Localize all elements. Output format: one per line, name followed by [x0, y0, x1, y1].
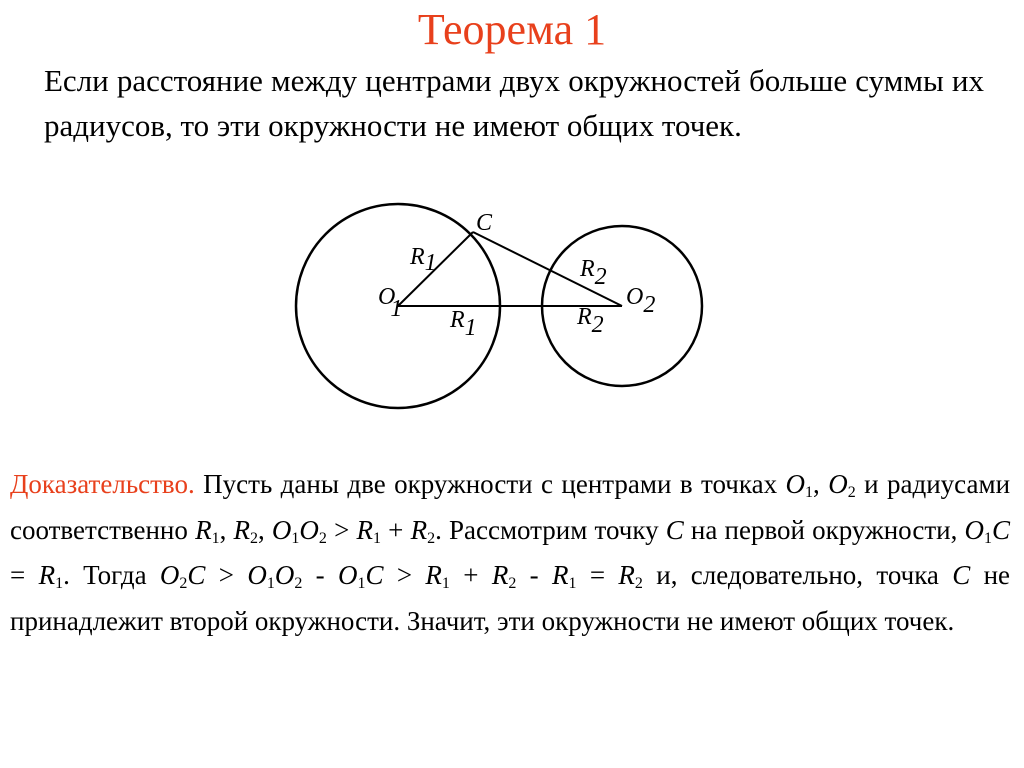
label-o1: O1 — [378, 284, 403, 322]
label-r2-lower: R2 — [577, 304, 604, 338]
label-o2: O2 — [626, 284, 656, 318]
label-c: C — [476, 210, 493, 236]
label-r1-upper: R1 — [410, 244, 437, 276]
label-r2-upper: R2 — [580, 256, 607, 290]
theorem-statement: Если расстояние между центрами двух окружностей больше суммы их радиусов, то эти окружности не имеют общих точек. — [44, 63, 984, 143]
proof-paragraph: Доказательство. Пусть даны две окружности с центрами в точках $O_1$, $O_2$ и радиусами соответственно $R_1$, $R_2$, $O_1O_2 > R_1 + R_2$. Рассмотрим точку C на первой окружности, $O_1C = R_1$. Тогда $O_2C > O_1O_2 - O_1C > R_1 + R_2 - R_1 = R_2$ и, следовательно, точка C не принадлежит второй окружности. Значит, эти окружности не имеют общих точек. — [10, 469, 1011, 636]
circles-figure — [290, 200, 710, 420]
proof-heading: Доказательство. — [10, 469, 195, 499]
label-r1-lower: R1 — [450, 307, 477, 341]
slide-title: Теорема 1 — [417, 5, 607, 54]
